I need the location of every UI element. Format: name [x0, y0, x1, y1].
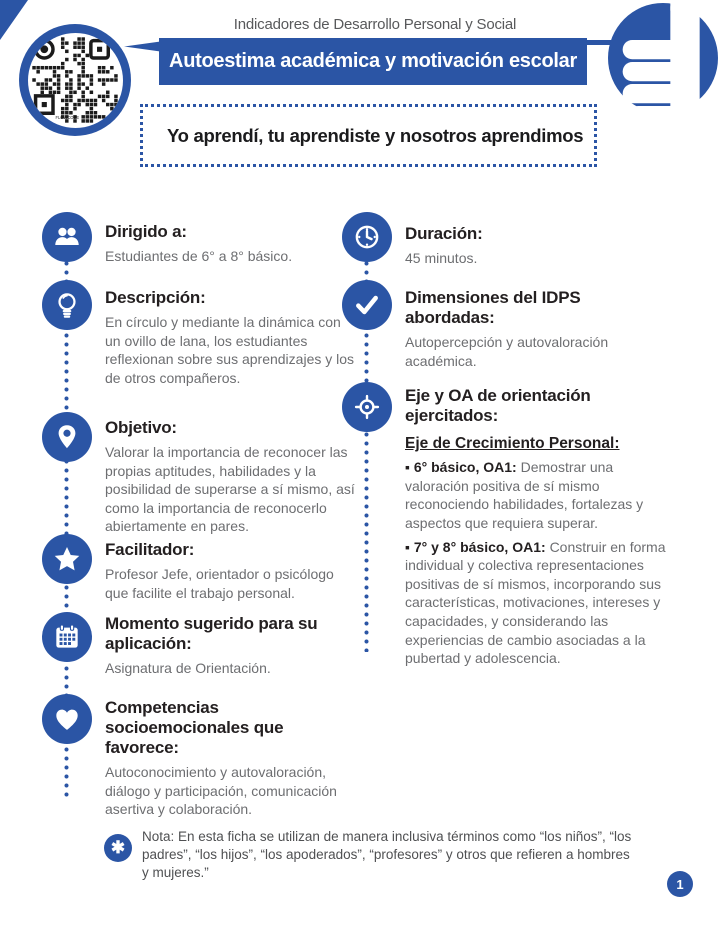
- oa-bullet-7-8-basico: [405, 538, 672, 668]
- section-body: Estudiantes de 6° a 8° básico.: [105, 248, 293, 265]
- qr-code: [19, 24, 131, 136]
- calendar-icon: [42, 612, 92, 662]
- section-eje-oa: [342, 382, 672, 668]
- page-number: 1: [676, 876, 684, 892]
- oa-bullet-6-basico: [405, 458, 672, 532]
- lightbulb-icon: [42, 280, 92, 330]
- section-competencias: [42, 694, 360, 819]
- oa-bullet-text: Construir en forma individual y colectiva representaciones positivas de sí mismos, incorporando sus características, motivaciones, intereses y capacidades, y considerando las experiencias de cambio asociadas a la pubertad y adolescencia.: [405, 538, 666, 667]
- activity-subtitle-box: [140, 104, 597, 167]
- section-facilitador: [42, 534, 360, 602]
- people-icon: [42, 212, 92, 262]
- section-body: 45 minutos.: [405, 250, 478, 267]
- qr-disc: [28, 33, 123, 128]
- section-body: Profesor Jefe, orientador o psicólogo que facilite el trabajo personal.: [105, 566, 334, 601]
- banner-connector-left: [124, 41, 164, 52]
- title-banner: [159, 38, 587, 85]
- section-title: Competencias socioemocionales que favorece:: [105, 698, 284, 758]
- document-kicker: Indicadores de Desarrollo Personal y Social: [233, 16, 517, 33]
- eje-subheading: Eje de Crecimiento Personal:: [405, 435, 620, 453]
- page-number-badge: [667, 871, 693, 897]
- section-momento-sugerido: [42, 612, 360, 678]
- section-title: Descripción:: [105, 288, 206, 307]
- target-icon: [342, 382, 392, 432]
- section-body: Autopercepción y autovaloración académica.: [405, 334, 609, 369]
- section-objetivo: [42, 412, 360, 536]
- qr-brand-label: FLOWCODE: [55, 114, 80, 120]
- check-icon: [342, 280, 392, 330]
- map-pin-icon: [42, 412, 92, 462]
- section-body: Valorar la importancia de reconocer las propias aptitudes, habilidades y la posibilidad de superarse a sí mismo, así como la importancia de reconocerlo abiertamente en pares.: [105, 444, 355, 535]
- activity-subtitle: Yo aprendí, tu aprendiste y nosotros aprendimos: [167, 124, 584, 146]
- note-text: Nota: En esta ficha se utilizan de manera inclusiva términos como “los niños”, “los padres”, “los hijos”, “los apoderados”, “profesores” y otros que refieren a hombres y mujeres.”: [142, 829, 632, 881]
- section-title: Facilitador:: [105, 540, 195, 559]
- corner-decoration: [0, 0, 28, 40]
- asterisk-icon: ✱: [104, 834, 132, 862]
- inclusive-language-note: [104, 828, 632, 883]
- section-title: Eje y OA de orientación ejercitados:: [405, 386, 591, 426]
- section-title: Objetivo:: [105, 418, 177, 437]
- clock-icon: [342, 212, 392, 262]
- page-title: Autoestima académica y motivación escolar: [169, 50, 577, 72]
- oa-bullet-text: Demostrar una valoración positiva de sí mismo reconociendo habilidades, fortalezas y aspectos que requiera superar.: [405, 459, 644, 531]
- oa-bullet-lead: 6° básico, OA1:: [413, 459, 517, 476]
- section-title: Dirigido a:: [105, 222, 187, 241]
- section-title: Dimensiones del IDPS abordadas:: [405, 288, 581, 328]
- qr-image: [32, 37, 118, 123]
- section-descripcion: [42, 280, 360, 387]
- star-icon: [42, 534, 92, 584]
- thumbs-up-icon: [608, 0, 718, 131]
- section-title: Duración:: [405, 224, 483, 243]
- section-body: Asignatura de Orientación.: [105, 660, 271, 677]
- section-title: Momento sugerido para su aplicación:: [105, 614, 318, 654]
- section-duracion: [342, 212, 672, 268]
- section-body: Autoconocimiento y autovaloración, diálogo y participación, comunicación asertiva y colaboración.: [105, 764, 337, 818]
- section-dimensiones-idps: [342, 280, 672, 370]
- thumbs-up-badge: [608, 3, 718, 113]
- section-body: En círculo y mediante la dinámica con un ovillo de lana, los estudiantes reflexionan sobre sus aprendizajes y los de otros compañeros.: [105, 314, 355, 386]
- oa-bullet-lead: 7° y 8° básico, OA1:: [413, 538, 546, 555]
- heart-icon: [42, 694, 92, 744]
- section-dirigido-a: [42, 212, 360, 266]
